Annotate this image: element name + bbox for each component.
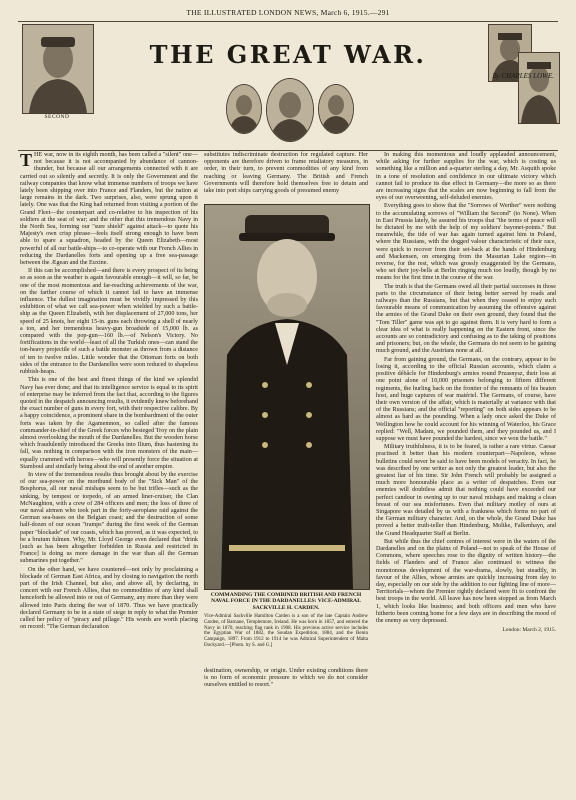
admiral-photograph	[204, 204, 370, 590]
portrait-left-caption: SECOND	[44, 114, 70, 120]
column-right	[376, 152, 556, 634]
masthead	[18, 22, 558, 154]
portrait-oval-center	[266, 78, 314, 142]
portrait-oval-center-image	[267, 79, 313, 141]
paragraph: Far from gaining ground, the Germans, on the contrary, appear to be losing it, according to the official Russian accounts, which claim a positive débâcle for Hindenburg's armies round Przasnysz, their loss at one point alone of 10,000 prisoners belonging to fifteen different regiments, the hurling back on the frontier of the remnants of his beaten host, and huge captures of war matériel. The Germans, of course, have their own version of the affair, which is materially at variance with that of the Russians; and the official "reporting" on both sides appears to be almost as hard as the pounding. When a lady once asked the Duke of Wellington how he could account for his winning of Waterloo, his Grace replied: "Well, Madam, we pounded them, and they pounded us, and I suppose we must have pounded the hardest, since we won the battle."	[376, 356, 556, 442]
paragraph: Military truthfulness, it is to be feared, is rather a rare virtue. Caesar practised it better than his modern counterpart—Napoleon, whose bulletins could never be said to have been models of veracity. In fact, he was described by one writer as not only the greatest leader, but also the greatest liar of his time. Sir John French will probably be assigned a much more honourable place as a writer of despatches. Even our enemies will doubtless admit that nothing could have exceeded our perfect candour in owning up to our naval mishaps and making a clean breast of our sea misfortunes. Even that military motley of ours at Singapore was detailed by us with a frankness which forms no part of the German military character. And, on the whole, the Grand Duke has proved a better truth-teller than Hindenburg, Moltke, Falkenhayn, and the Grand Headquarter Staff at Berlin.	[376, 444, 556, 537]
column-middle-bottom: destination, ownership, or origin. Under existing conditions there is no form of economic pressure to which we do not consider ourselves entitled to resort."	[204, 668, 368, 689]
column-middle-top: substitutes indiscriminate destruction for regulated capture. Her opponents are therefore driven to frame retaliatory measures, in order, in their turn, to prevent commodities of any kind from reaching or leaving Germany. The British and French Governments will therefore hold themselves free to detain and take into port ships carrying goods of presumed enemy	[204, 152, 368, 195]
paragraph: THE war, now in its eighth month, has been called a "silent" one—not because it is not accompanied by abundance of cannon-thunder, but because all our arrangements connected with it are carried out so silently and secretly. It is only the Government and the railway companies that know what immense numbers of troops we have lately been shipping over into France and Flanders, but the nation at large remains in the dark. Two surprises, also, were sprung upon it lately. One was that the King had returned from visiting a portion of the Grand Fleet—the counterpart and co-relative to his inspection of his soldiers at the seat of war; and the other that this tremendous Navy in the North Sea, forming our "sure shield" against attack—to quote his Majesty's own crisp phrase—feels itself strong enough to have been able to spare a squadron, headed by the Queen Elizabeth—most powerful of all our battle-ships—to co-operate with our French Allies in reducing the Dardanelles forts and opening up a free sea-passage between the Ægean and the Euxine.	[20, 150, 198, 267]
byline: By CHARLES LOWE.	[492, 72, 554, 80]
paragraph: Everything goes to show that the "Sorrows of Werther" were nothing to the accumulating sorrows of "William the Second" (to None). When in East Prussia lately, he assured his troops that "the terms of peace will be dictated by me with the help of my soldiers' bayonet-points." But meanwhile, the tide of war has again turned against him in Poland, where the Russians, with the dogged valour characteristic of their race, were quick to recover from their set-back at the hands of Hindenburg and Mackensen, on emerging from the Masurian Lake region—in reverse, for the rest, which was grossly exaggerated by the Germans, who set their joy-bells at Berlin ringing much too loudly, though by no means for the first time in the course of the war.	[376, 203, 556, 282]
paragraph: The truth is that the Germans owed all their partial successes in those parts to the circumstance of their being better served by roads and railways than the Russians, but that when they ceased to enjoy such favourable means of communication by assuming the offensive against the armies of the Grand Duke on their own ground, they found that the "Tom Tiller" game was apt to go against them. It is very hard to form a clear idea of what is really happening on the Eastern front, since the accounts are so contradictory and confusing as to the taking of positions and prisoners; but, on the whole, the Germans do not seem to be gaining much ground, and the Austrians none at all.	[376, 283, 556, 355]
paragraph: On the other hand, we have countered—not only by proclaiming a blockade of German East Africa, and by closing to navigation the north part of the Irish Channel, but also, and above all, by declaring, in concert with our French Allies, that no commodities of any kind shall henceforth be allowed into or out of Germany, any more than they were allowed into Paris during the war of 1870. Thus we have practically declared Germany to be in a state of siege in reply to what the Premier called her policy of "piracy and pillage." His words are worth placing on record: "The German declaration	[20, 566, 198, 631]
running-header	[18, 8, 558, 22]
paragraph: In making this momentous and loudly applauded announcement, while asking for further supplies for the war, which is costing us something like a million and a-quarter sterling a day, Mr. Asquith spoke in a tone of resolution and confidence in our ultimate victory which cannot fail to produce its due effect in Germany—the more so as there are increasing signs that the scales are now beginning to fall from the eyes of our overweening, self-deluded enemies.	[376, 152, 556, 202]
page-title: THE GREAT WAR.	[149, 40, 427, 69]
masthead-rule	[18, 150, 558, 151]
paragraph: If this can be accomplished—and there is every prospect of its being so as soon as the weather is again favourable enough—it will, so far, be one of the most momentous and far-reaching achievements of the war, on the farther course of which it cannot fail to have an immense influence. The dullest imagination must be vividly impressed by this exhibition of what we call sea-power when wielded by such a battle-ship as the Queen Elizabeth, with her displacement of 27,000 tons, her speed of 25 knots, her eight 15-in. guns each throwing a shell of nearly a ton, and her tremendous heavy-gun broadside of 15,000 lb. as compared with the pop-gun—160 lb.—of Nelson's Victory. No fortifications in the world—least of all the Turkish ones—can stand the ton-heavy projectile of such a battle monster as thrown from a distance of ten to twelve miles. Little wonder that the Ottoman forts on both sides of the entrance to the Dardanelles were soon reduced to shapeless rubbish-heaps.	[20, 268, 198, 376]
portrait-oval-right-image	[319, 85, 353, 133]
column-left	[20, 152, 198, 632]
admiral-photograph-image	[205, 205, 369, 589]
signature: London: March 2, 1915.	[502, 627, 556, 634]
portrait-oval-left-image	[227, 85, 261, 133]
photo-subcaption: Vice-Admiral Sackville Hamilton Carden is a son of the late Captain Andrew Carden, of Barnane, Templemore, Ireland. He was born in 1857, and entered the Navy in 1870, reaching flag rank in 1908. His previous active service includes the Egyptian War of 1882, the Soudan Expedition, 1884, and the Benin Campaign, 1897. From 1912 to 1914 he was Admiral Superintendent of Malta Dockyard.—[Photo. by S. and G.]	[204, 614, 368, 648]
running-head: THE ILLUSTRATED LONDON NEWS, March 6, 1915.—291	[186, 8, 390, 17]
paragraph: But while thus the chief centres of interest were in the waters of the Dardanelles and on the plains of Poland—not to speak of the House of Commons, where speeches rose to the dignity of written history—the fields of Flanders and of France also continued to witness the monotonous development of the war-drama, slowly, but steadily, in favour of the Allies, whose armies are quickly increasing from day to day, especially on our side by the addition to our fighting line of more—Territorials—whom the Premier rightly declared were fit to confront the best troops in the world. All leave has now been stopped as from March 1, which looks like business; and both officers and men who have hitherto been coming home for a few days are in describing the mood of the enemy as very depressed.	[376, 538, 556, 624]
portrait-left-image	[23, 25, 93, 113]
paragraph: In view of the tremendous results thus brought about by the exercise of our sea-power on the moribund body of the "Sick Man" of the Bosphorus, all our naval mishaps seem to be but trifles—such as the sinking, by tempest or torpedo, of an armed liner-cruiser, the Clan McNaughton, with a crew of 284 officers and men; the loss of three of our naval airmen who took part in the forty-aeroplane raid against the German sea-bases on the Belgian coast; and the destruction of some half-dozen of our ocean "tramps" during the first week of the German paper "blockade" of our coasts, which has proved, as it was expected, to be a brutum fulmen. Why, Mr. Lloyd George even declared that "drink [such as has been altogether forbidden in Russia and restricted in France] is doing us more damage in the war than all the German submarines put together."	[20, 471, 198, 565]
portrait-oval-right	[318, 84, 354, 134]
portrait-oval-left	[226, 84, 262, 134]
paragraph: This is one of the best and finest things of the kind we splendid Navy has ever done; and that its intelligence service is equal to its spirit of enterprise may be inferred from the fact that, according to the figures quoted in the despatch announcing results, it evidently knew beforehand the exact number of guns in every fort, with their respective calibre. By a happy coincidence, a prominent share in the bombardment of the outer forts was taken by the Agamemnon, so called after the famous commander-in-chief of the Greek forces who besieged Troy on the plain almost overlooking the mouth of the Dardanelles. But the wooden horse which fraudulently introduced the Greeks into Ilium, thus hastening its fall, was nothing in comparison with the iron monsters of the main—equally crammed with heroes—who will presently force the situation at Stamboul and similarly being about the end of another empire.	[20, 377, 199, 470]
portrait-left	[22, 24, 94, 114]
drop-cap: T	[20, 150, 33, 170]
photo-caption: COMMANDING THE COMBINED BRITISH AND FRENCH NAVAL FORCE IN THE DARDANELLES: VICE-ADMIRAL SACKVILLE H. CARDEN.	[210, 592, 362, 611]
